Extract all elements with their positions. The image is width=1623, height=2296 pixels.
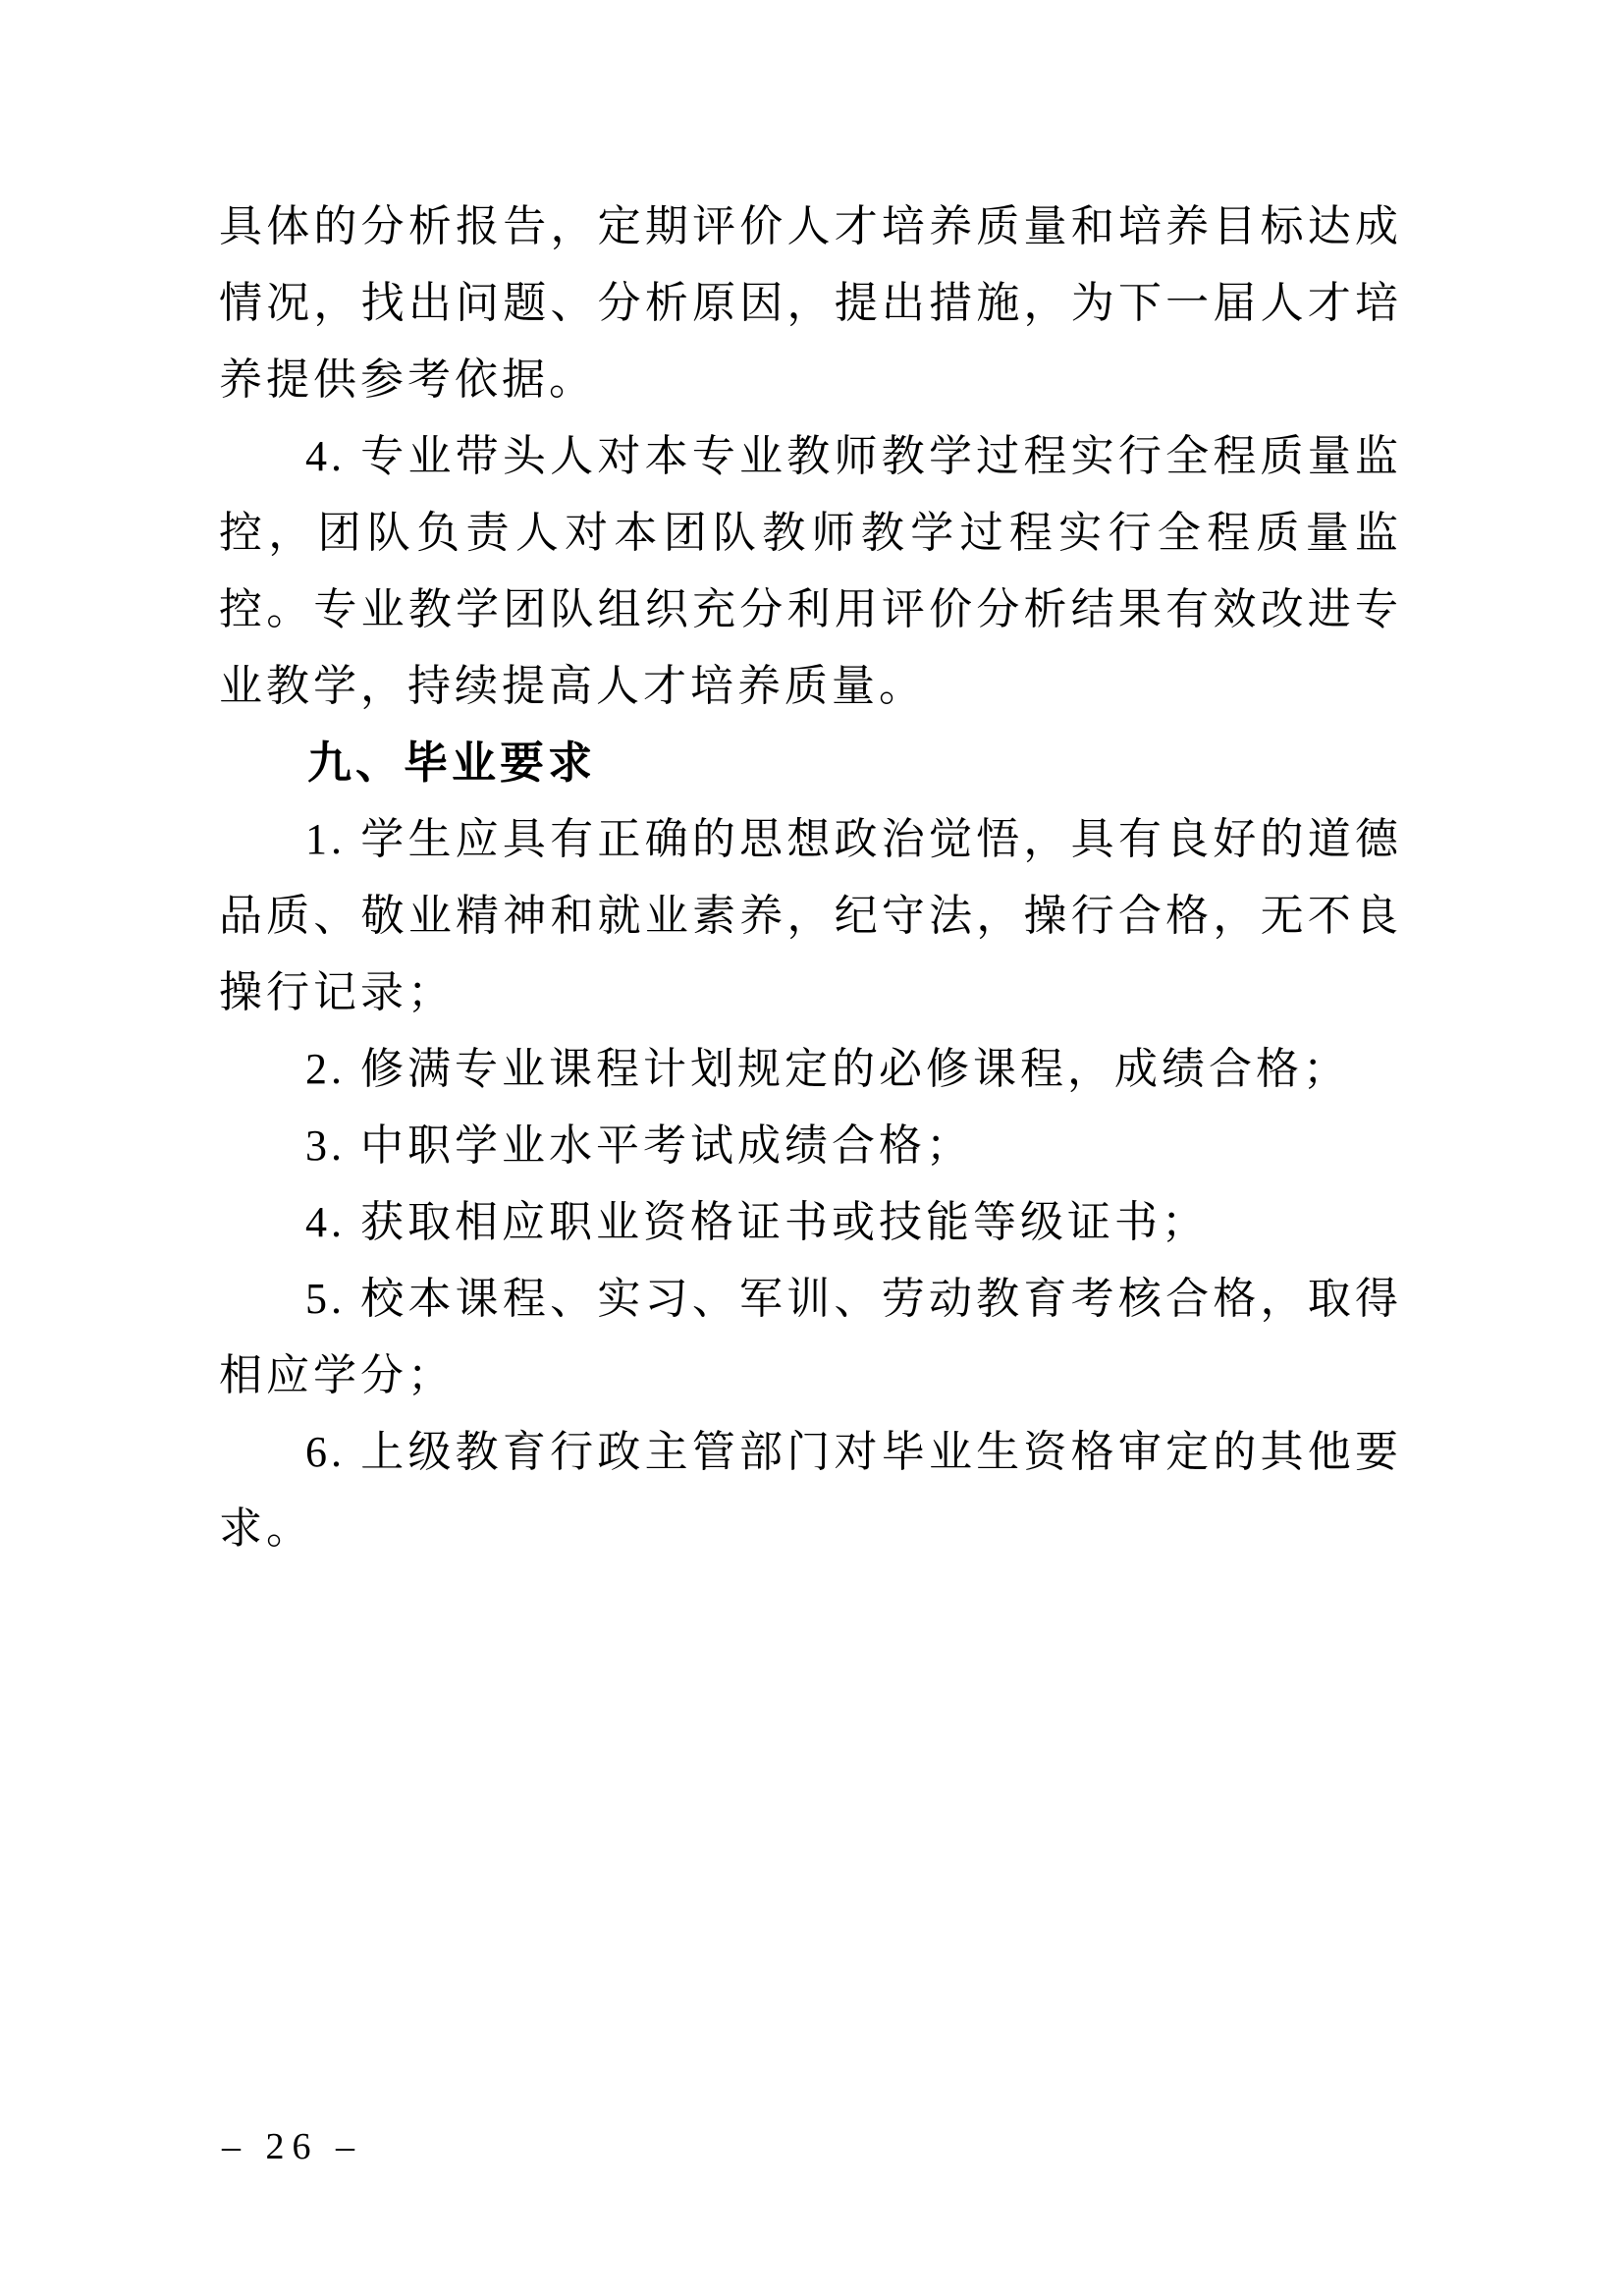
section-heading-graduation-requirements: 九、毕业要求 [307, 738, 597, 788]
paragraph-continuation: 具体的分析报告，定期评价人才培养质量和培养目标达成情况，找出问题、分析原因，提出措施，为下一届人才培养提供参考依据。 [219, 202, 1402, 404]
text-block [219, 189, 1402, 1567]
page-number: – 26 – [222, 2126, 362, 2167]
requirement-item-1: 1. 学生应具有正确的思想政治觉悟，具有良好的道德品质、敬业精神和就业素养，纪守法，操行合格，无不良操行记录； [219, 815, 1402, 1016]
paragraph-item-4-quality-monitoring: 4. 专业带头人对本专业教师教学过程实行全程质量监控，团队负责人对本团队教师教学过程实行全程质量监控。专业教学团队组织充分利用评价分析结果有效改进专业教学，持续提高人才培养质量。 [219, 432, 1402, 710]
requirement-item-6: 6. 上级教育行政主管部门对毕业生资格审定的其他要求。 [219, 1428, 1402, 1553]
requirement-item-2: 2. 修满专业课程计划规定的必修课程，成绩合格； [305, 1045, 1350, 1093]
requirement-item-4: 4. 获取相应职业资格证书或技能等级证书； [305, 1198, 1209, 1246]
requirement-item-5: 5. 校本课程、实习、军训、劳动教育考核合格，取得相应学分； [219, 1275, 1402, 1399]
requirement-item-3: 3. 中职学业水平考试成绩合格； [305, 1121, 973, 1170]
